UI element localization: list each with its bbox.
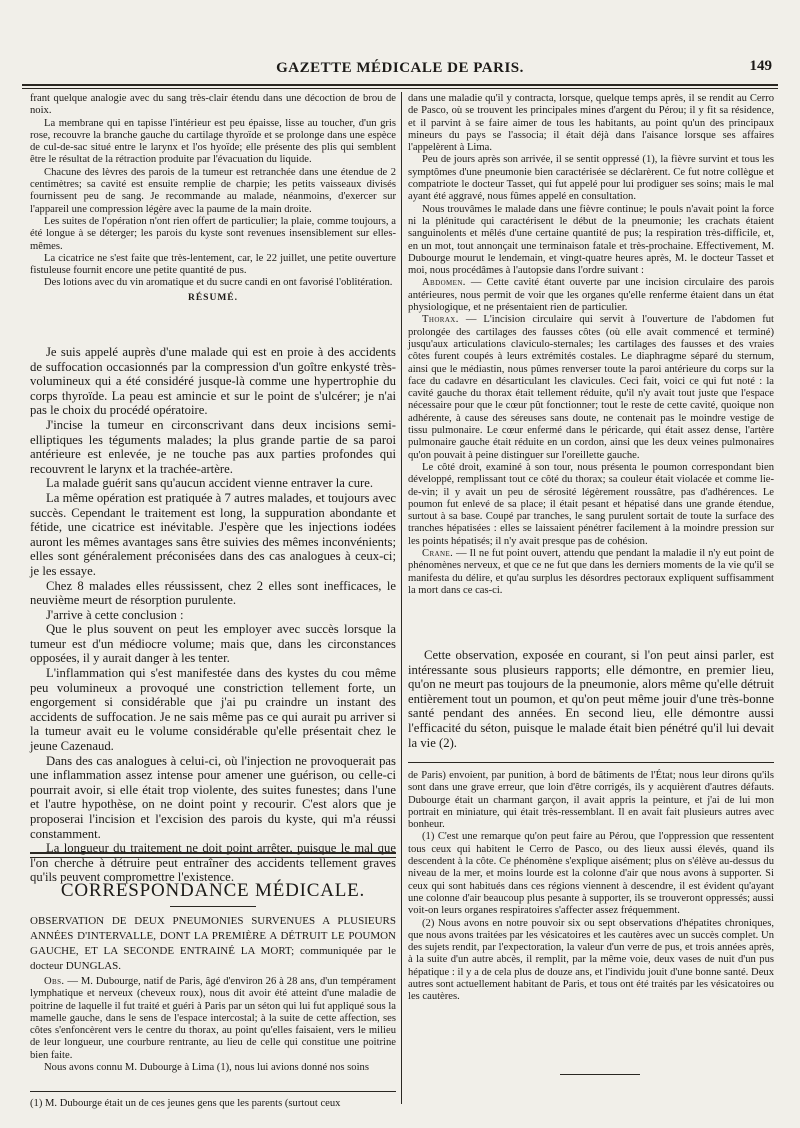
- footnote-rule: [408, 762, 774, 763]
- paragraph: dans une maladie qu'il y contracta, lorsque, quelque temps après, il se rendit au Cerro de Pasco, où se trouvent les principales mines d'argent du Pérou; il y fit sa résidence, et il parvint à se faire aimer de tous les habitants, au point qu'un des principaux mineurs du pays se l'associa; il était déjà dans l'aisance lorsque ses affaires l'appelèrent à Lima.: [408, 93, 774, 154]
- page-number: 149: [749, 58, 772, 74]
- paragraph: La cicatrice ne s'est faite que très-lentement, car, le 22 juillet, une petite ouverture fistuleuse fournit encore une petite quantité de pus.: [30, 252, 396, 277]
- paragraph: Nous trouvâmes le malade dans une fièvre continue; le pouls n'avait point la force ni la plénitude qui caractérisent le début de la pneumonie; les crachats étaient sanguinolents et mêlés d'une certaine quantité de pus; la respiration très-difficile, et, en un mot, tout annonçait une terminaison fatale et très-prochaine. Effectivement, M. Dubourge mourut le lendemain, et vingt-quatre heures après, M. le docteur Tasset et moi, nous procédâmes à l'autopsie dans l'ordre suivant :: [408, 203, 774, 277]
- section-rule-thin: [30, 857, 396, 858]
- right-footnotes: [408, 770, 774, 1070]
- header-rule: [22, 84, 778, 86]
- paragraph: J'incise la tumeur en circonscrivant dans deux incisions semi-elliptiques les téguments malades; la plus grande partie de sa paroi antérieure est enlevée, je ne touche pas aux parties profondes qui recouvrent le larynx et la trachée-artère.: [30, 417, 396, 476]
- paragraph: La malade guérit sans qu'aucun accident vienne entraver la cure.: [46, 476, 374, 491]
- paragraph: [408, 277, 774, 314]
- paragraph: Peu de jours après son arrivée, il se sentit oppressé (1), la fièvre survint et tous les symptômes d'une pneumonie bien caractérisée se déclarèrent. Ce fut notre collègue et compatriote le docteur Tasset, qui fut appelé pour lui prodiguer ses soins; mais le mal ayant été aggravé, nous fûmes appelé en consultation.: [408, 154, 774, 203]
- paragraph: [408, 314, 774, 462]
- abdomen-text: — Cette cavité étant ouverte par une incision circulaire des parois antérieures, nous permit de voir que les organes qu'elle renferme étaient dans un état physiologique, et ne présentaient rien de particulier.: [408, 277, 774, 314]
- resume-body: [30, 345, 396, 885]
- obs-label: Obs.: [44, 976, 65, 987]
- end-rule: [560, 1074, 640, 1075]
- paragraph: La même opération est pratiquée à 7 autres malades, et toujours avec succès. Cependant le traitement est long, la suppuration abondante et fétide, une cicatrice est inévitable. J'espère que les injections iodées auront les mêmes avantages sans être suivies des mêmes inconvénients; elles sont généralement préconisées dans des cas analogues à ceux-ci; je les essaye.: [30, 490, 396, 578]
- paragraph: Chez 8 malades elles réussissent, chez 2 elles sont inefficaces, le neuvième meurt de résorption purulente.: [30, 578, 396, 608]
- crane-text: — Il ne fut point ouvert, attendu que pendant la maladie il n'y eut point de phénomènes nerveux, et que ce ne fut que dans les derniers moments de la vie qu'il se manifesta du délire, et qu'au surplus les désordres pectoraux expliquent suffisamment la mort dans ce cas-ci.: [408, 547, 774, 596]
- obs-text: — M. Dubourge, natif de Paris, âgé d'environ 26 à 28 ans, d'un tempérament lymphatique et nerveux (cheveux roux), nous dit avoir été atteint d'une maladie de poitrine de laquelle il fut traité et guéri à Paris par un séton qui lui fut appliqué sous la mamelle gauche, dans le sens de l'espace intercostal; à la suite de cette affection, ses côtes s'enfoncèrent vers le centre du thorax, au point qu'elles faisaient, vers le milieu de leur longueur, une courbure rentrante, au lieu de celle qui constitue une poitrine bien faite.: [30, 976, 396, 1061]
- observation-body: [30, 976, 396, 1086]
- footnote: (1) C'est une remarque qu'on peut faire au Pérou, que l'oppression que ressentent tous ceux qui habitent le Cerro de Pasco, ou des lieux aussi élevés, quand ils descendent à la côte. Ce phénomène s'explique aisément; plus on s'élève au-dessus du niveau de la mer, et moins lourde est la colonne d'air que nous avons à supporter. Si ceux qui sont habitués dans ces régions viennent à descendre, il est évident qu'ayant une colonne d'air beaucoup plus pesante à supporter, ils se trouveront oppressés; aussi voit-on leurs organes respiratoires s'affecter assez fréquemment.: [408, 831, 774, 917]
- paragraph: Je suis appelé auprès d'une malade qui est en proie à des accidents de suffocation occasionnés par la compression d'un goître enkysté très-volumineux qui a été considéré jusque-là comme une hypertrophie du corps thyroïde. La peau est amincie et sur le point de s'ulcérer; je n'ai pas le choix du procédé opératoire.: [30, 345, 396, 418]
- paragraph: Le côté droit, examiné à son tour, nous présenta le poumon correspondant bien développé, remplissant tout ce côté du thorax; sa couleur était violacée et comme lie-de-vin; il y avait un peu de sérosité légèrement roussâtre, pas d'adhérences. Le poumon fut enlevé de sa place; il était pesant et hépatisé dans une grande étendue, surtout à sa base. Coupé par tranches, le sang purulent sortait de toute la surface des tranches hépatisées : elles se laissaient pénétrer facilement à la moindre pression sur les points hépatisés; il n'y avait presque pas de cohésion.: [408, 461, 774, 547]
- paragraph: Chacune des lèvres des parois de la tumeur est retranchée dans une étendue de 2 centimètres; sa cavité est ensuite remplie de charpie; les petits vaisseaux divisés fournissent peu de sang. Je recommande au malade, néanmoins, d'exercer sur l'appareil une compression légère avec la paume de la main droite.: [30, 166, 396, 215]
- paragraph: Dans des cas analogues à celui-ci, où l'injection ne provoquerait pas une inflammation assez intense pour amener une guérison, ou celle-ci pourrait avoir, si elle était trop violente, des suites funestes; dans l'une et l'autre hypothèse, on ne doint point y recourir. C'est alors que je proposerai l'incision et l'excision des parois du kyste, qui m'a réussi constamment.: [30, 753, 396, 841]
- footnote: de Paris) envoient, par punition, à bord de bâtiments de l'État; nous leur dirons qu'ils sont dans une grave erreur, que loin d'être corrigés, ils y acquièrent d'autres défauts. Dubourge était un charmant garçon, il avait appris la peinture, et j'ai de lui mon portrait en miniature, qui était très-ressemblant. Il en avait fait plusieurs autres avec bonheur.: [408, 770, 774, 831]
- section-rule: [30, 852, 396, 854]
- paragraph: J'arrive à cette conclusion :: [46, 607, 184, 622]
- paragraph: Les suites de l'opération n'ont rien offert de particulier; la plaie, comme toujours, a été longue à se déterger; les parois du kyste sont revenues insensiblement sur elles-mêmes.: [30, 215, 396, 252]
- left-column-top: [30, 93, 396, 319]
- observation-title: [30, 914, 396, 974]
- footnote-rule: [30, 1091, 396, 1092]
- footnote-left: (1) M. Dubourge était un de ces jeunes gens que les parents (surtout ceux: [30, 1098, 341, 1109]
- header-rule-thin: [22, 88, 778, 89]
- footnote: (2) Nous avons en notre pouvoir six ou sept observations d'hépatites chroniques, que nous avons traitées par les vésicatoires et les cautères avec un succès complet. Un des sujets rendit, par l'expectoration, la valeur d'un verre de pus, et trois années après, à la suite d'un autre abcès, il remplit, par la même voie, deux vases de nuit d'un pus hépatique : il y a de cela plus de douze ans, et l'individu jouit d'une bonne santé. Deux autres sont actuellement habitant de Paris, et tous ont été traités par les vésicatoires ou les cautères.: [408, 917, 774, 1003]
- right-column-top: [408, 93, 774, 640]
- paragraph: [30, 976, 396, 1062]
- paragraph: La longueur du traitement ne doit point arrêter, puisque le mal que l'on cherche à détruire peut entraîner des accidents tellement graves qu'ils peuvent compromettre l'existence.: [30, 841, 396, 885]
- conclusion: [408, 648, 774, 758]
- title-underline: [170, 906, 256, 907]
- paragraph: La membrane qui en tapisse l'intérieur est peu épaisse, lisse au toucher, d'un gris rose, recouvre la branche gauche du cartilage thyroïde et se prolonge dans une espèce de cul-de-sac situé entre le larynx et l'os hyoïde; elle présente des plis qui semblent être le résultat de la rétraction produite par l'évacuation du liquide.: [30, 117, 396, 166]
- paragraph: [408, 548, 774, 597]
- thorax-label: Thorax.: [422, 314, 459, 326]
- section-title: CORRESPONDANCE MÉDICALE.: [60, 880, 366, 901]
- resume-heading: RÉSUMÉ.: [187, 292, 239, 303]
- thorax-text: — L'incision circulaire qui servit à l'ouverture de l'abdomen fut prolongée des cartilages des fausses côtes (où elle avait commencé et terminé) jusqu'aux articulations claviculo-sternales; les cartilages des fausses et des vraies côtes furent coupés à leurs extrémités costales. Le diaphragme séparé du sternum, ainsi que le médiastin, nous pûmes renverser toute la paroi antérieure du corps sur la face du cadavre en désarticulant les clavicules. Ceci fait, voici ce qui fut noté : la cavité gauche du thorax était tellement réduite, qu'il n'y avait tout juste que l'espace nécessaire pour que le cœur pût fonctionner; tout le reste de cette cavité, quoique non adhérente, à cause des séreuses sans doute, ne contenait pas le moindre vestige de tissu pulmonaire. Le cœur enfermé dans le péricarde, qui était assez dense, l'artère pulmonaire gauche était réduite en un cordon, ainsi que les deux veines pulmonaires qu'on pouvait à peine distinguer sur l'oreillette gauche.: [408, 314, 774, 461]
- crane-label: Crane.: [422, 547, 454, 559]
- page-header: [22, 58, 778, 82]
- abdomen-label: Abdomen.: [422, 277, 466, 289]
- paragraph: Des lotions avec du vin aromatique et du sucre candi en ont favorisé l'oblitération.: [44, 277, 393, 289]
- column-divider: [401, 92, 402, 1104]
- paragraph: Cette observation, exposée en courant, si l'on peut ainsi parler, est intéressante sous plusieurs rapports; elle démontre, en premier lieu, qu'on ne meurt pas toujours de la pneumonie, alors même qu'elle détruit entièrement tout un poumon, et qu'on peut même jouir d'une très-bonne santé pendant des années. En second lieu, elle démontre aussi l'efficacité du séton, puisque le malade était bien pénétré qu'il lui devait la vie (2).: [408, 648, 774, 750]
- paragraph: Que le plus souvent on peut les employer avec succès lorsque la tumeur est d'un médiocre volume; mais que, dans les circonstances opposées, il y aurait danger à les tenter.: [30, 622, 396, 666]
- paragraph: frant quelque analogie avec du sang très-clair étendu dans une décoction de brou de noix.: [30, 93, 396, 117]
- observation-title-text: OBSERVATION DE DEUX PNEUMONIES SURVENUES A PLUSIEURS ANNÉES D'INTERVALLE, DONT LA PREMIÈRE A DÉTRUIT LE POUMON GAUCHE, ET LA SECONDE ENTRAINÉ LA MORT; communiquée par le docteur DUNGLAS.: [30, 915, 396, 972]
- journal-title: GAZETTE MÉDICALE DE PARIS.: [276, 60, 524, 76]
- paragraph: Nous avons connu M. Dubourge à Lima (1), nous lui avions donné nos soins: [44, 1062, 369, 1074]
- paragraph: L'inflammation qui s'est manifestée dans des kystes du cou même peu volumineux a provoqué une constriction tellement forte, un engorgement si considérable que j'ai pu craindre un instant des accidents de suffocation. Je ne sais même pas ce qui aurait pu arriver si la tumeur avait eu le volume considérable qu'elle présentait chez le jeune Cazenaud.: [30, 666, 396, 754]
